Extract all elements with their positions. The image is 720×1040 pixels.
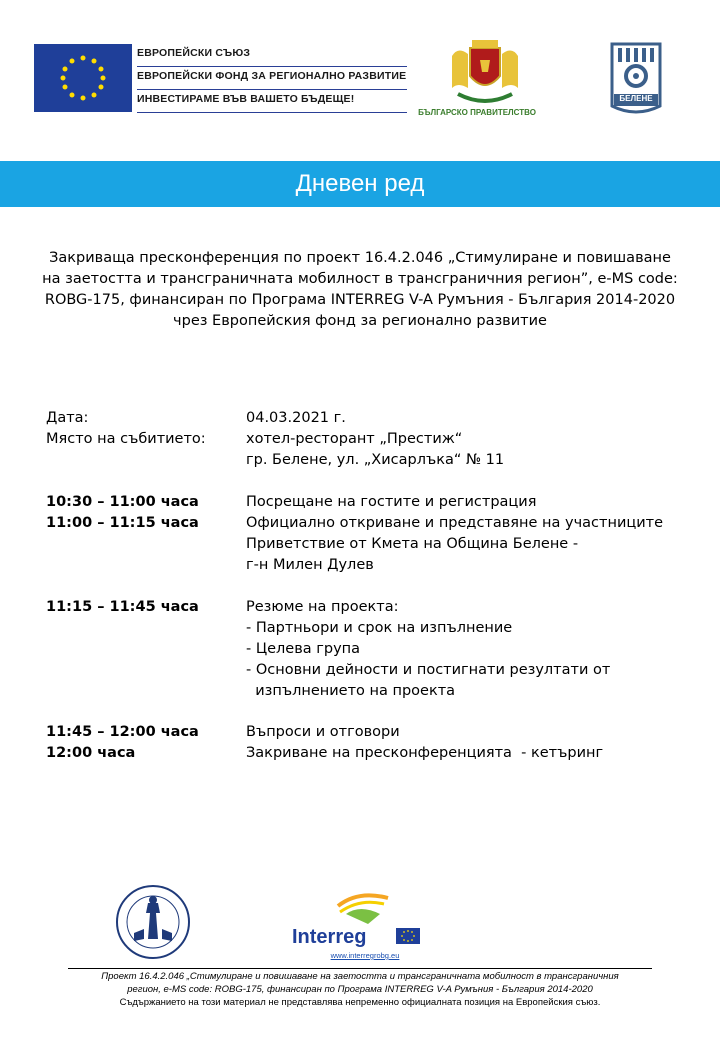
footer-divider	[68, 968, 652, 969]
schedule-text: - Партньори и срок на изпълнение	[246, 620, 513, 636]
schedule-text: Резюме на проекта:	[246, 599, 399, 615]
eu-line-2: ЕВРОПЕЙСКИ ФОНД ЗА РЕГИОНАЛНО РАЗВИТИЕ	[137, 69, 407, 90]
schedule-time: 11:15 – 11:45 часа	[46, 599, 199, 615]
schedule-time: 11:45 – 12:00 часа	[46, 724, 199, 740]
place-value-line-2: гр. Белене, ул. „Хисарлъка“ № 11	[246, 452, 505, 468]
page-title: Дневен ред	[295, 170, 425, 197]
eu-line-3: ИНВЕСТИРАМЕ ВЪВ ВАШЕТО БЪДЕЩЕ!	[137, 92, 407, 113]
place-label: Място на събитието:	[46, 431, 206, 447]
footer-line-2: регион, e-MS code: ROBG-175, финансиран по Програма INTERREG V-A Румъния - България 2014-2020	[127, 984, 593, 995]
belene-label: БЕЛЕНЕ	[619, 94, 653, 103]
intro-paragraph: Закриваща пресконференция по проект 16.4.2.046 „Стимулиране и повишаване на заетостта и трансграничната мобилност в трансграничния регион”, e-MS code: ROBG-175, финансиран по Програма INTERREG V-A Румъния - България 2014-2020 чрез Европейския фонд за регионално развитие	[42, 250, 678, 329]
interreg-url-link[interactable]: www.interregrobg.eu	[330, 951, 400, 960]
schedule-text: Официално откриване и представяне на участниците	[246, 515, 664, 531]
interreg-wordmark: Interreg	[292, 926, 367, 948]
footer-text	[50, 970, 670, 1009]
schedule-text: изпълнението на проекта	[246, 683, 456, 699]
belene-municipality-logo	[608, 40, 664, 122]
interreg-logo	[288, 890, 428, 960]
date-label: Дата:	[46, 410, 89, 426]
date-value: 04.03.2021 г.	[246, 410, 346, 426]
gov-label: БЪЛГАРСКО ПРАВИТЕЛСТВО	[418, 108, 536, 117]
schedule-time: 10:30 – 11:00 часа	[46, 494, 199, 510]
university-seal-logo	[114, 883, 192, 961]
schedule-time: 11:00 – 11:15 часа	[46, 515, 199, 531]
footer-line-3: Съдържанието на този материал не представлява непременно официалната позиция на Европейския съюз.	[119, 997, 601, 1008]
place-value-line-1: хотел-ресторант „Престиж“	[246, 431, 463, 447]
schedule-text: г-н Милен Дулев	[246, 557, 374, 573]
schedule-text: Въпроси и отговори	[246, 724, 400, 740]
eu-line-1: ЕВРОПЕЙСКИ СЪЮЗ	[137, 46, 407, 67]
schedule-text: Приветствие от Кмета на Община Белене -	[246, 536, 579, 552]
schedule-text: - Основни дейности и постигнати резултати от	[246, 662, 611, 678]
schedule-text: Закриване на пресконференцията - кетъринг	[246, 745, 604, 761]
schedule-text: - Целева група	[246, 641, 361, 657]
schedule-time: 12:00 часа	[46, 745, 136, 761]
footer-line-1: Проект 16.4.2.046 „Стимулиране и повишаване на заетостта и трансграничната мобилност в трансграничния	[101, 971, 619, 982]
eu-flag-logo	[34, 44, 132, 112]
schedule-text: Посрещане на гостите и регистрация	[246, 494, 537, 510]
eu-text-block	[137, 46, 407, 115]
